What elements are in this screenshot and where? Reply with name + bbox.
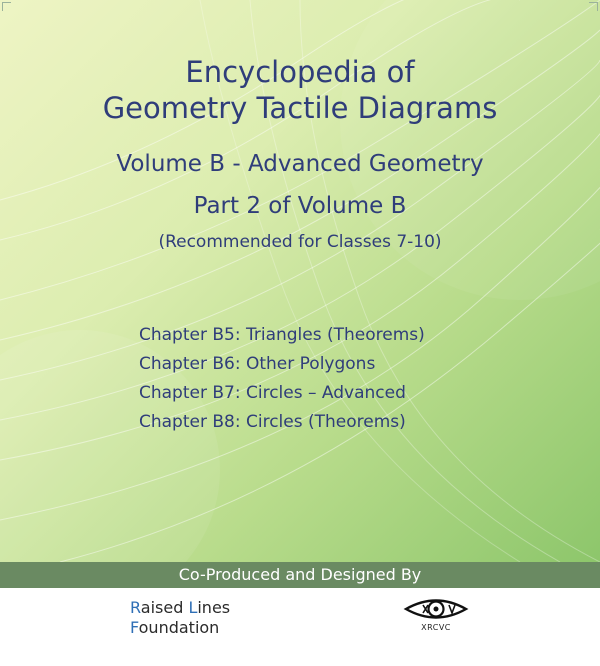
book-title-line1: Encyclopedia of bbox=[185, 55, 415, 89]
eye-icon bbox=[403, 596, 469, 622]
logo-text-ines: ines bbox=[197, 598, 231, 617]
credits-band-text: Co-Produced and Designed By bbox=[178, 565, 422, 584]
crop-mark bbox=[589, 2, 598, 11]
recommended-classes: (Recommended for Classes 7-10) bbox=[158, 232, 442, 252]
chapter-item: Chapter B6: Other Polygons bbox=[139, 354, 376, 374]
logo-text-oundation: oundation bbox=[138, 618, 220, 637]
logo-initial-l: L bbox=[188, 598, 198, 617]
volume-subtitle: Volume B - Advanced Geometry bbox=[116, 151, 484, 177]
xrcvc-logo bbox=[403, 596, 469, 632]
logo-text-aised: aised bbox=[140, 598, 189, 617]
logo-initial-r: R bbox=[130, 598, 141, 617]
chapter-item: Chapter B7: Circles – Advanced bbox=[139, 383, 406, 403]
book-title-line2: Geometry Tactile Diagrams bbox=[102, 91, 498, 125]
raised-lines-foundation-logo bbox=[130, 598, 230, 638]
xrcvc-label: XRCVC bbox=[421, 623, 451, 632]
chapter-item: Chapter B5: Triangles (Theorems) bbox=[139, 325, 425, 345]
part-subtitle: Part 2 of Volume B bbox=[193, 193, 407, 219]
crop-mark bbox=[2, 2, 11, 11]
footer bbox=[0, 588, 600, 666]
book-title bbox=[0, 54, 600, 126]
chapter-item: Chapter B8: Circles (Theorems) bbox=[139, 412, 406, 432]
chapter-list bbox=[139, 322, 425, 438]
logo-initial-f: F bbox=[130, 618, 139, 637]
